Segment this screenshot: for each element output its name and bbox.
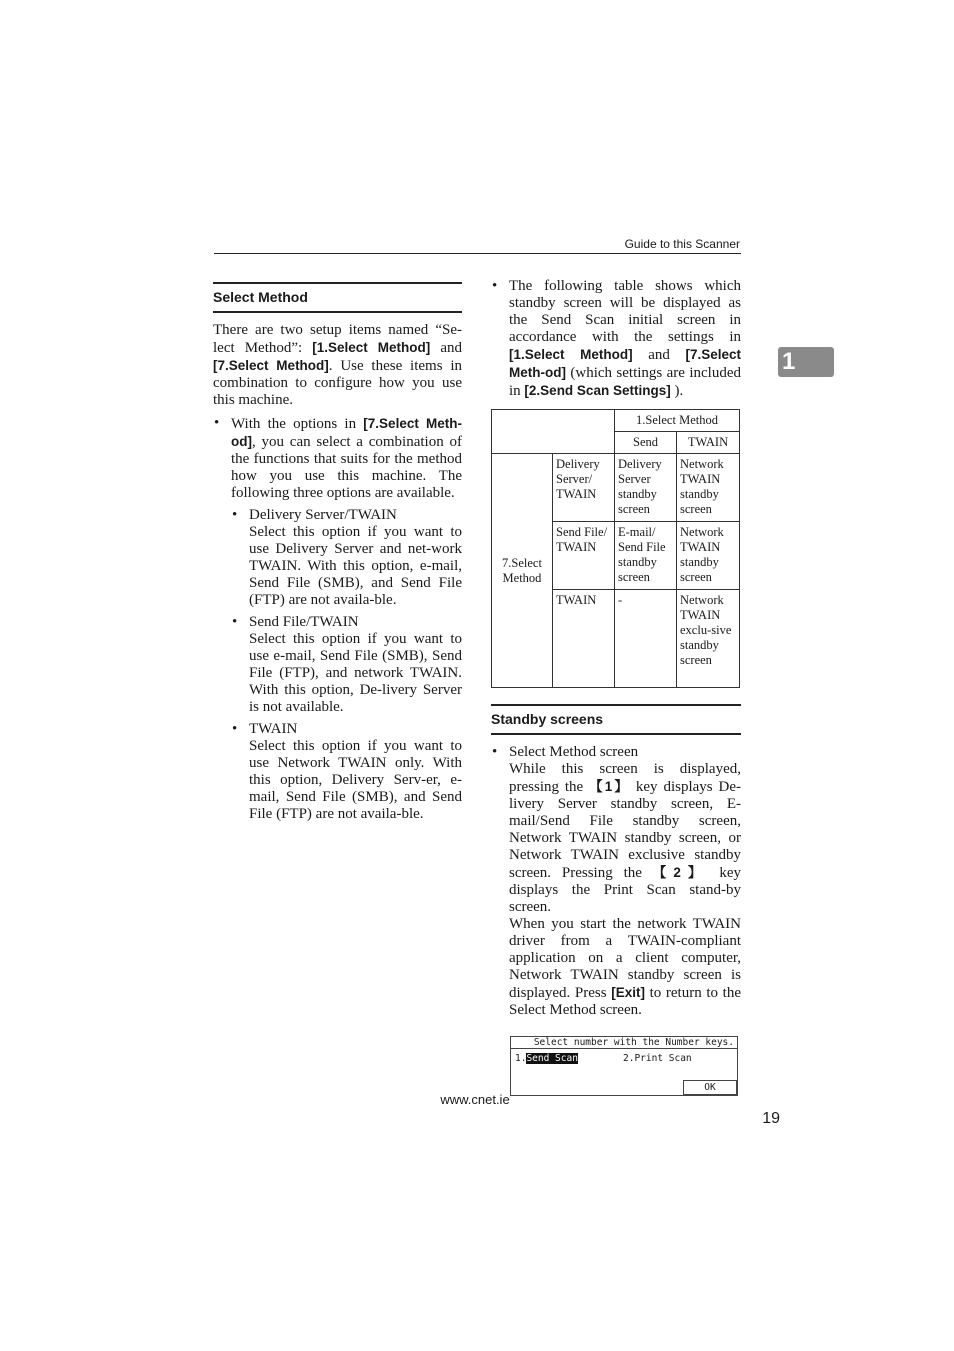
key-select-method-1: [1.Select Method] <box>312 340 431 355</box>
table-col-twain: TWAIN <box>677 432 740 454</box>
table-cell: Network TWAIN exclu-sive standby screen <box>677 590 740 688</box>
table-row-group: 7.Select Method <box>492 454 553 688</box>
table-cell: - <box>615 590 677 688</box>
screen-item-send-scan: 1.Send Scan <box>515 1053 578 1064</box>
table-col-send: Send <box>615 432 677 454</box>
table-cell: Delivery Server standby screen <box>615 454 677 522</box>
standby-screen-table <box>491 409 740 688</box>
option-delivery-server-twain: • Delivery Server/TWAIN Select this option if you want to use Delivery Server and net-work TWAIN. With this option, e-mail, Send File (SMB), and Send File (FTP) are not availa-ble. <box>231 507 462 609</box>
option-twain: • TWAIN Select this option if you want to use Network TWAIN only. With this option, Delivery Serv-er, e-mail, Send File (SMB), and Send File (FTP) are not availa-ble. <box>231 721 462 823</box>
footer-url: www.cnet.ie <box>440 1092 510 1107</box>
table-row-label: Send File/ TWAIN <box>553 522 615 590</box>
header-rule <box>214 253 741 254</box>
section-heading-select-method: Select Method <box>213 282 462 313</box>
bullet-select-method-screen: • Select Method screen While this screen is displayed, pressing the 【1】 key displays De-livery Server standby screen, E-mail/Send File standby screen, Network TWAIN standby screen, or Network TWAIN exclusive standby screen. Pressing the 【2】 key displays the Print Scan stand-by screen. When you start the network TWAIN driver from a TWAIN-compliant application on a client computer, Network TWAIN standby screen is displayed. Press [Exit] to return to the Select Method screen. <box>491 744 741 1019</box>
standby-paragraph-2: When you start the network TWAIN driver from a TWAIN-compliant application on a client computer, Network TWAIN standby screen is displayed. Press [Exit] to return to the Select Method screen. <box>509 916 741 1018</box>
right-column <box>491 278 741 1019</box>
option-send-file-twain: • Send File/TWAIN Select this option if you want to use e-mail, Send File (SMB), Send File (FTP), and network TWAIN. With this option, De-livery Server is not available. <box>231 614 462 716</box>
table-cell: E-mail/ Send File standby screen <box>615 522 677 590</box>
table-col-group: 1.Select Method <box>615 410 740 432</box>
key-select-method-7: [7.Select Method] <box>213 358 329 373</box>
chapter-tab: 1 <box>778 347 834 377</box>
key-2: 【2】 <box>652 865 709 880</box>
intro-paragraph: There are two setup items named “Se-lect Method”: [1.Select Method] and [7.Select Method]. Use these items in combination to configure how you use this machine. <box>213 322 462 408</box>
bullet-options: • With the options in [7.Select Meth-od], you can select a combination of the functions that suits for the method how you use this machine. The following three options are available. • Delivery Server/TWAIN Select this option if you want to use Delivery Server and net-work TWAIN. With this option, e-mail, Send File (SMB), and Send File (FTP) are not availa-ble. • Send File/TWAIN Select this option if you want to use e-mail, Send File (SMB), Send File (FTP), and network TWAIN. With this option, De-livery Server is not available. • TWAIN Select this option if you want to use Network TWAIN only. With this option, Delivery Serv-er, e-mail, Send File (SMB), and Send File (FTP) are not availa-ble. <box>213 415 462 823</box>
table-row-label: Delivery Server/ TWAIN <box>553 454 615 522</box>
key-select-method-7: [7.Select Meth-od] <box>231 416 462 449</box>
bullet-table-intro: • The following table shows which standby screen will be displayed as the Send Scan initial screen in accordance with the settings in [1.Select Method] and [7.Select Meth-od] (which settings are included in [2.Send Scan Settings] ). <box>491 278 741 400</box>
table-cell: Network TWAIN standby screen <box>677 522 740 590</box>
screen-ok-button: OK <box>683 1080 737 1095</box>
table-row-label: TWAIN <box>553 590 615 688</box>
standby-paragraph-1: While this screen is displayed, pressing the 【1】 key displays De-livery Server standby screen, E-mail/Send File standby screen, Network TWAIN standby screen, or Network TWAIN exclusive standby screen. Pressing the 【2】 key displays the Print Scan stand-by screen. <box>509 761 741 915</box>
screen-prompt: Select number with the Number keys. <box>511 1037 737 1049</box>
select-method-screen-illustration <box>510 1036 738 1096</box>
key-exit: [Exit] <box>611 985 645 1000</box>
running-header: Guide to this Scanner <box>624 237 740 251</box>
section-heading-standby-screens: Standby screens <box>491 704 741 735</box>
table-cell: Network TWAIN standby screen <box>677 454 740 522</box>
table-corner <box>492 410 615 454</box>
left-column <box>213 282 462 823</box>
screen-item-print-scan: 2.Print Scan <box>623 1053 692 1064</box>
page-number: 19 <box>762 1110 780 1127</box>
key-1: 【1】 <box>589 779 631 794</box>
